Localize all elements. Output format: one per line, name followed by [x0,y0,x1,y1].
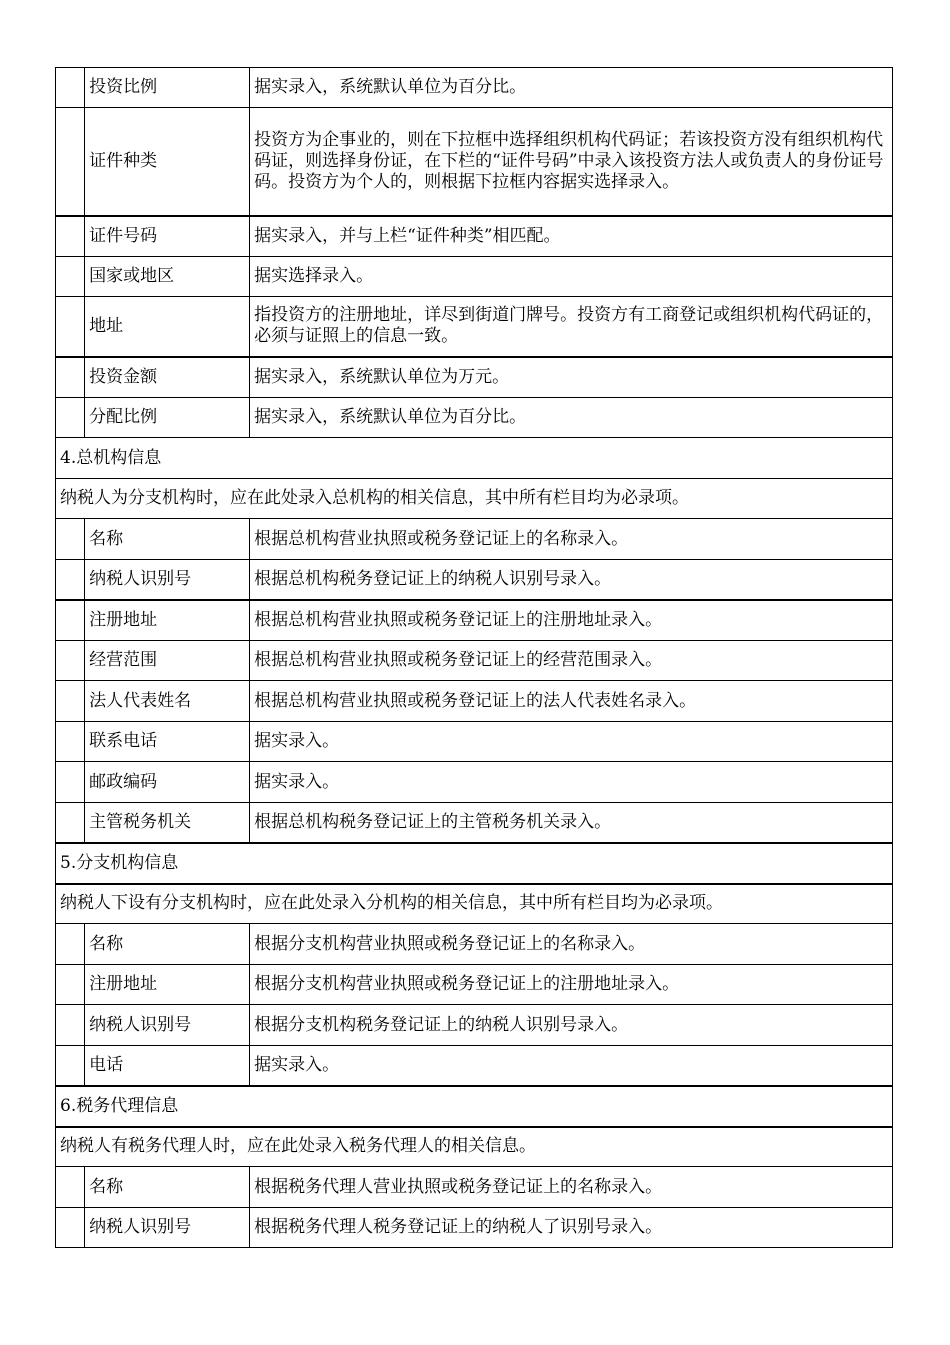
field-description: 投资方为企事业的，则在下拉框中选择组织机构代码证；若该投资方没有组织机构代码证，则选择身份证，在下栏的“证件号码”中录入该投资方法人或负责人的身份证号码。投资方为个人的，则根据下拉框内容据实选择录入。 [250,108,893,216]
section-note: 纳税人有税务代理人时，应在此处录入税务代理人的相关信息。 [56,1127,893,1167]
field-label: 主管税务机关 [85,803,250,843]
field-label: 名称 [85,924,250,965]
field-label: 电话 [85,1046,250,1086]
field-row [56,560,893,600]
indent-cell [56,216,85,257]
field-row [56,1208,893,1248]
field-description: 据实录入，系统默认单位为万元。 [250,357,893,398]
field-row [56,297,893,357]
indent-cell [56,924,85,965]
field-description: 根据税务代理人营业执照或税务登记证上的名称录入。 [250,1167,893,1208]
field-label: 法人代表姓名 [85,681,250,722]
field-row [56,216,893,257]
field-row [56,641,893,681]
field-label: 国家或地区 [85,257,250,297]
section-note-row [56,1127,893,1167]
field-description: 据实录入。 [250,762,893,803]
field-label: 投资金额 [85,357,250,398]
field-row [56,519,893,560]
field-row [56,600,893,641]
section-note-row [56,884,893,924]
field-label: 名称 [85,519,250,560]
indent-cell [56,297,85,357]
field-row [56,924,893,965]
field-description: 根据总机构税务登记证上的主管税务机关录入。 [250,803,893,843]
instruction-table [55,67,893,1248]
field-label: 纳税人识别号 [85,1005,250,1046]
field-row [56,722,893,762]
field-label: 注册地址 [85,600,250,641]
indent-cell [56,398,85,438]
indent-cell [56,600,85,641]
indent-cell [56,560,85,600]
field-label: 投资比例 [85,68,250,108]
field-description: 根据总机构营业执照或税务登记证上的经营范围录入。 [250,641,893,681]
indent-cell [56,722,85,762]
indent-cell [56,68,85,108]
field-label: 注册地址 [85,965,250,1005]
indent-cell [56,762,85,803]
field-description: 据实选择录入。 [250,257,893,297]
field-row [56,762,893,803]
section-heading-row [56,438,893,479]
indent-cell [56,108,85,216]
field-row [56,257,893,297]
field-label: 地址 [85,297,250,357]
field-description: 据实录入。 [250,1046,893,1086]
field-description: 根据税务代理人税务登记证上的纳税人了识别号录入。 [250,1208,893,1248]
field-label: 纳税人识别号 [85,560,250,600]
instruction-table-body [56,68,893,1248]
field-description: 指投资方的注册地址，详尽到街道门牌号。投资方有工商登记或组织机构代码证的，必须与证照上的信息一致。 [250,297,893,357]
field-label: 邮政编码 [85,762,250,803]
field-description: 根据分支机构营业执照或税务登记证上的注册地址录入。 [250,965,893,1005]
field-description: 据实录入，并与上栏“证件种类”相匹配。 [250,216,893,257]
indent-cell [56,1005,85,1046]
field-description: 根据总机构营业执照或税务登记证上的名称录入。 [250,519,893,560]
indent-cell [56,519,85,560]
field-label: 纳税人识别号 [85,1208,250,1248]
indent-cell [56,1167,85,1208]
indent-cell [56,681,85,722]
indent-cell [56,965,85,1005]
section-heading: 5.分支机构信息 [56,843,893,884]
section-heading: 6.税务代理信息 [56,1086,893,1127]
section-note: 纳税人为分支机构时，应在此处录入总机构的相关信息，其中所有栏目均为必录项。 [56,479,893,519]
field-row [56,681,893,722]
indent-cell [56,1208,85,1248]
field-row [56,68,893,108]
field-row [56,803,893,843]
indent-cell [56,357,85,398]
field-description: 据实录入，系统默认单位为百分比。 [250,398,893,438]
indent-cell [56,641,85,681]
field-description: 据实录入，系统默认单位为百分比。 [250,68,893,108]
section-heading: 4.总机构信息 [56,438,893,479]
field-label: 证件号码 [85,216,250,257]
field-row [56,1005,893,1046]
indent-cell [56,1046,85,1086]
indent-cell [56,257,85,297]
indent-cell [56,803,85,843]
field-row [56,108,893,216]
field-description: 根据分支机构营业执照或税务登记证上的名称录入。 [250,924,893,965]
field-description: 据实录入。 [250,722,893,762]
field-row [56,965,893,1005]
field-row [56,357,893,398]
field-row [56,1046,893,1086]
field-row [56,1167,893,1208]
field-label: 经营范围 [85,641,250,681]
field-label: 分配比例 [85,398,250,438]
field-description: 根据总机构税务登记证上的纳税人识别号录入。 [250,560,893,600]
section-heading-row [56,843,893,884]
section-note: 纳税人下设有分支机构时，应在此处录入分机构的相关信息，其中所有栏目均为必录项。 [56,884,893,924]
field-description: 根据总机构营业执照或税务登记证上的注册地址录入。 [250,600,893,641]
field-label: 名称 [85,1167,250,1208]
section-note-row [56,479,893,519]
section-heading-row [56,1086,893,1127]
field-description: 根据分支机构税务登记证上的纳税人识别号录入。 [250,1005,893,1046]
field-row [56,398,893,438]
field-description: 根据总机构营业执照或税务登记证上的法人代表姓名录入。 [250,681,893,722]
field-label: 证件种类 [85,108,250,216]
field-label: 联系电话 [85,722,250,762]
